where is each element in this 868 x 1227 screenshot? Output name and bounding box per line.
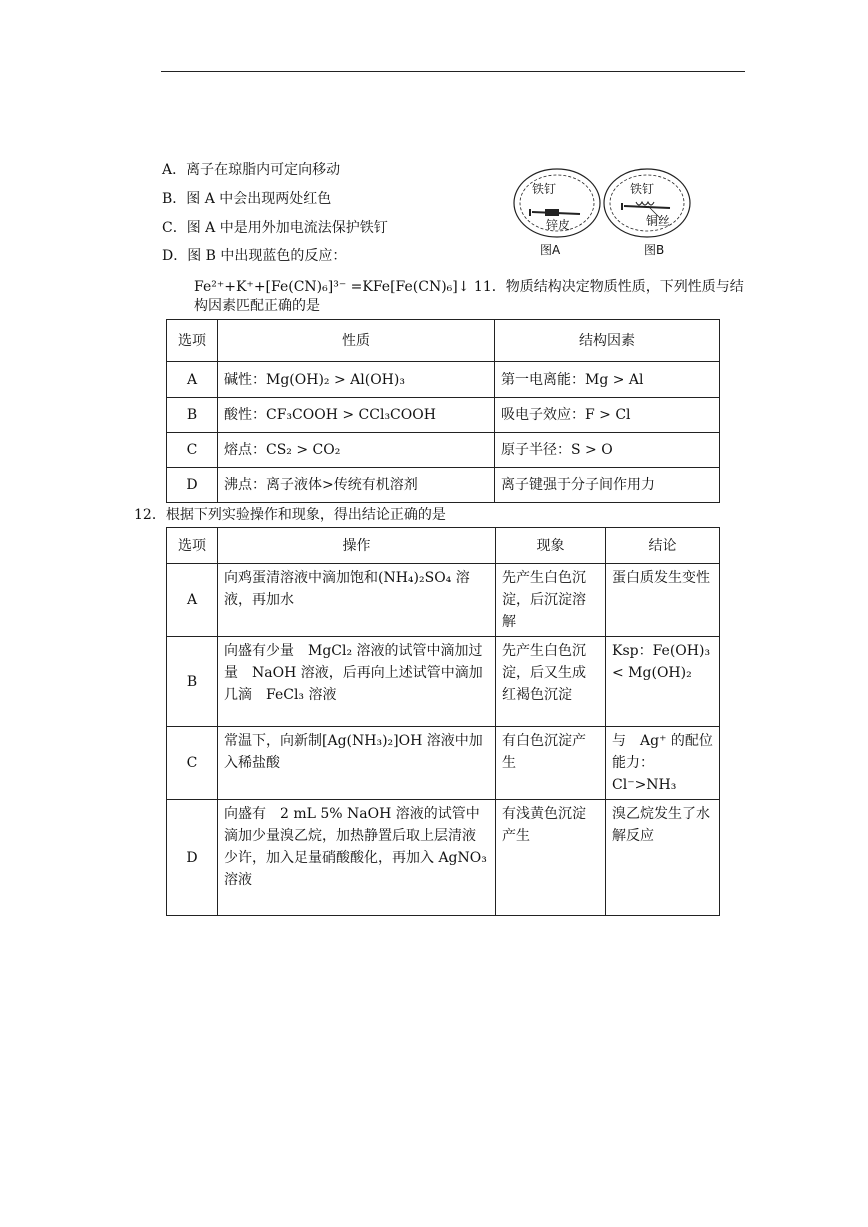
cell-property: 沸点：离子液体>传统有机溶剂 [218,468,495,503]
table-row [167,564,720,637]
cell-conclusion: 与 Ag⁺ 的配位能力：Cl⁻>NH₃ [606,727,720,800]
fig-a-metal-label: 锌皮 [546,218,571,232]
cell-phenomenon: 有浅黄色沉淀产生 [496,800,606,916]
cell-option: C [167,433,218,468]
header-rule [161,71,745,72]
header-conclusion: 结论 [606,528,720,564]
cell-structure: 离子键强于分子间作用力 [495,468,720,503]
cell-conclusion: 蛋白质发生变性 [606,564,720,637]
table-row [167,362,720,398]
cell-operation: 向鸡蛋清溶液中滴加饱和(NH₄)₂SO₄ 溶液，再加水 [218,564,496,637]
cell-operation: 向盛有 2 mL 5% NaOH 溶液的试管中滴加少量溴乙烷，加热静置后取上层清液少许，加入足量硝酸酸化，再加入 AgNO₃ 溶液 [218,800,496,916]
cell-property: 熔点：CS₂ > CO₂ [218,433,495,468]
cell-property: 碱性：Mg(OH)₂ > Al(OH)₃ [218,362,495,398]
header-option: 选项 [167,320,218,362]
header-operation: 操作 [218,528,496,564]
equation-and-q11-stem: Fe²⁺+K⁺+[Fe(CN)₆]³⁻ =KFe[Fe(CN)₆]↓ 11．物质结构决定物质性质，下列性质与结构因素匹配正确的是 [194,279,744,314]
table-row [167,800,720,916]
cell-operation: 向盛有少量 MgCl₂ 溶液的试管中滴加过量 NaOH 溶液，后再向上述试管中滴加几滴 FeCl₃ 溶液 [218,637,496,727]
cell-option: B [167,637,218,727]
cell-structure: 第一电离能：Mg > Al [495,362,720,398]
cell-structure: 吸电子效应：F > Cl [495,398,720,433]
q11-table [166,319,720,503]
fig-b-nail-label: 铁钉 [630,182,655,196]
table-header-row [167,528,720,564]
cell-option: C [167,727,218,800]
q12-stem: 12．根据下列实验操作和现象，得出结论正确的是 [134,507,446,523]
table-header-row [167,320,720,362]
header-phenomenon: 现象 [496,528,606,564]
fig-a-caption: 图A [540,243,561,257]
table-row [167,433,720,468]
cell-structure: 原子半径：S > O [495,433,720,468]
option-d: D．图 B 中出现蓝色的反应： [162,248,347,264]
option-b: B．图 A 中会出现两处红色 [162,191,332,207]
fig-b-metal-label: 铜丝 [646,214,671,228]
cell-option: A [167,564,218,637]
cell-conclusion: Ksp：Fe(OH)₃ < Mg(OH)₂ [606,637,720,727]
table-row [167,637,720,727]
header-property: 性质 [218,320,495,362]
cell-option: B [167,398,218,433]
table-row [167,398,720,433]
option-a: A．离子在琼脂内可定向移动 [162,162,341,178]
table-row [167,468,720,503]
cell-phenomenon: 先产生白色沉淀，后沉淀溶解 [496,564,606,637]
header-option: 选项 [167,528,218,564]
header-structure: 结构因素 [495,320,720,362]
q12-table [166,527,720,916]
cell-phenomenon: 先产生白色沉淀，后又生成红褐色沉淀 [496,637,606,727]
fig-b-caption: 图B [644,243,665,257]
petri-dish-figures [512,166,692,258]
cell-conclusion: 溴乙烷发生了水解反应 [606,800,720,916]
cell-option: D [167,800,218,916]
cell-option: D [167,468,218,503]
option-c: C．图 A 中是用外加电流法保护铁钉 [162,220,388,236]
cell-operation: 常温下，向新制[Ag(NH₃)₂]OH 溶液中加入稀盐酸 [218,727,496,800]
cell-option: A [167,362,218,398]
cell-phenomenon: 有白色沉淀产生 [496,727,606,800]
cell-property: 酸性：CF₃COOH > CCl₃COOH [218,398,495,433]
table-row [167,727,720,800]
fig-a-nail-label: 铁钉 [532,182,557,196]
